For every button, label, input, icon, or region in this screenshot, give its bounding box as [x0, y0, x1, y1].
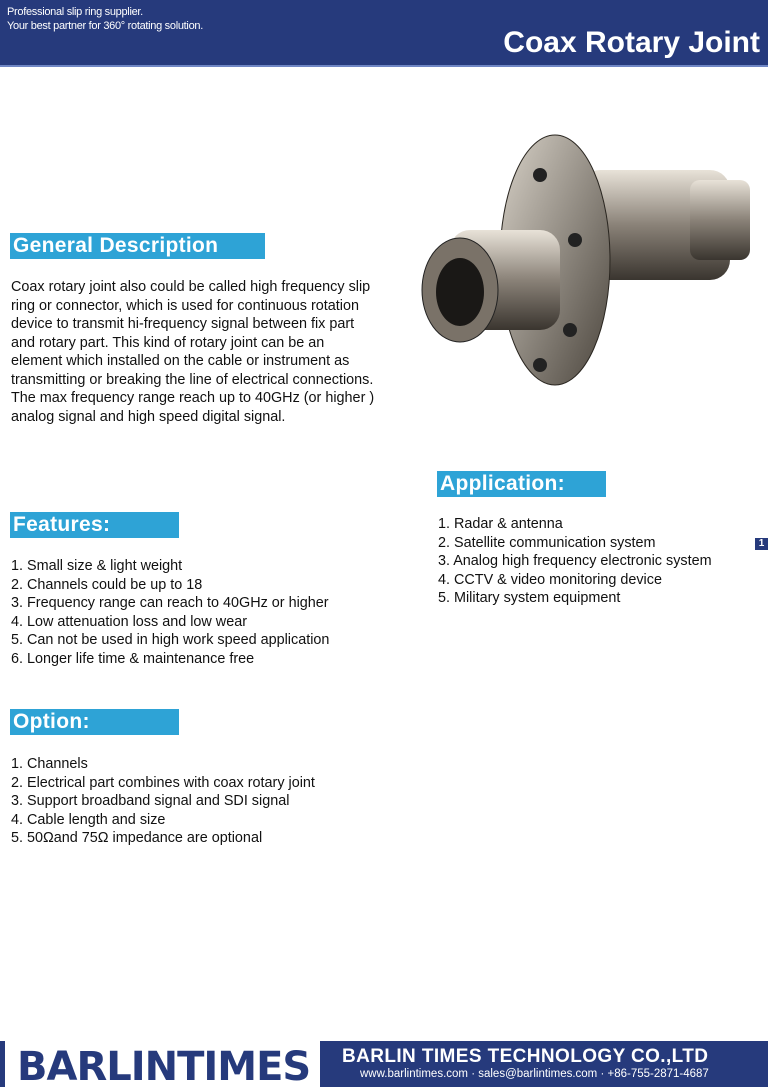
- page-footer: [0, 1041, 768, 1090]
- list-item: 2. Channels could be up to 18: [11, 576, 203, 593]
- features-heading: Features:: [10, 512, 179, 538]
- features-list: [11, 557, 329, 669]
- application-list: [438, 515, 712, 608]
- list-item: 6. Longer life time & maintenance free: [11, 650, 255, 667]
- general-description-text: Coax rotary joint also could be called high frequency slip ring or connector, which is used for continuous rotation device to transmit hi-frequency signal between fix part and rotary part. This kind of rotary joint can be an element which installed on the cable or instrument as transmitting or breaking the line of electrical connections. The max frequency range reach up to 40GHz (or higher ) analog signal and high speed digital signal.: [11, 279, 375, 425]
- footer-accent-bar: [0, 1041, 5, 1087]
- list-item: 3. Support broadband signal and SDI signal: [11, 793, 290, 810]
- company-contact: www.barlintimes.com · sales@barlintimes.com · +86-755-2871-4687: [360, 1068, 709, 1080]
- list-item: 4. Low attenuation loss and low wear: [11, 613, 247, 630]
- company-logo: BARLINTIMES: [17, 1044, 311, 1090]
- general-description-heading: General Description: [10, 233, 265, 259]
- list-item: 1. Radar & antenna: [438, 516, 563, 532]
- list-item: 1. Small size & light weight: [11, 558, 183, 574]
- option-list: [11, 755, 315, 848]
- list-item: 3. Frequency range can reach to 40GHz or higher: [11, 595, 329, 612]
- list-item: 5. Military system equipment: [438, 590, 621, 607]
- application-heading: Application:: [437, 471, 606, 497]
- page-header: [0, 0, 768, 67]
- list-item: 2. Electrical part combines with coax rotary joint: [11, 774, 315, 791]
- product-photo: [410, 120, 760, 410]
- list-item: 5. 50Ωand 75Ω impedance are optional: [11, 830, 263, 847]
- list-item: 4. Cable length and size: [11, 811, 166, 828]
- list-item: 4. CCTV & video monitoring device: [438, 571, 662, 588]
- page-number: 1: [755, 538, 768, 550]
- footer-info-box: [320, 1041, 768, 1087]
- option-heading: Option:: [10, 709, 179, 735]
- list-item: 5. Can not be used in high work speed application: [11, 632, 330, 649]
- list-item: 1. Channels: [11, 756, 88, 772]
- list-item: 3. Analog high frequency electronic system: [438, 553, 712, 570]
- tagline-1: Professional slip ring supplier.: [7, 6, 143, 18]
- list-item: 2. Satellite communication system: [438, 534, 656, 551]
- tagline-2: Your best partner for 360° rotating solution.: [7, 20, 203, 32]
- page-title: Coax Rotary Joint: [503, 26, 760, 59]
- company-name: BARLIN TIMES TECHNOLOGY CO.,LTD: [342, 1046, 709, 1067]
